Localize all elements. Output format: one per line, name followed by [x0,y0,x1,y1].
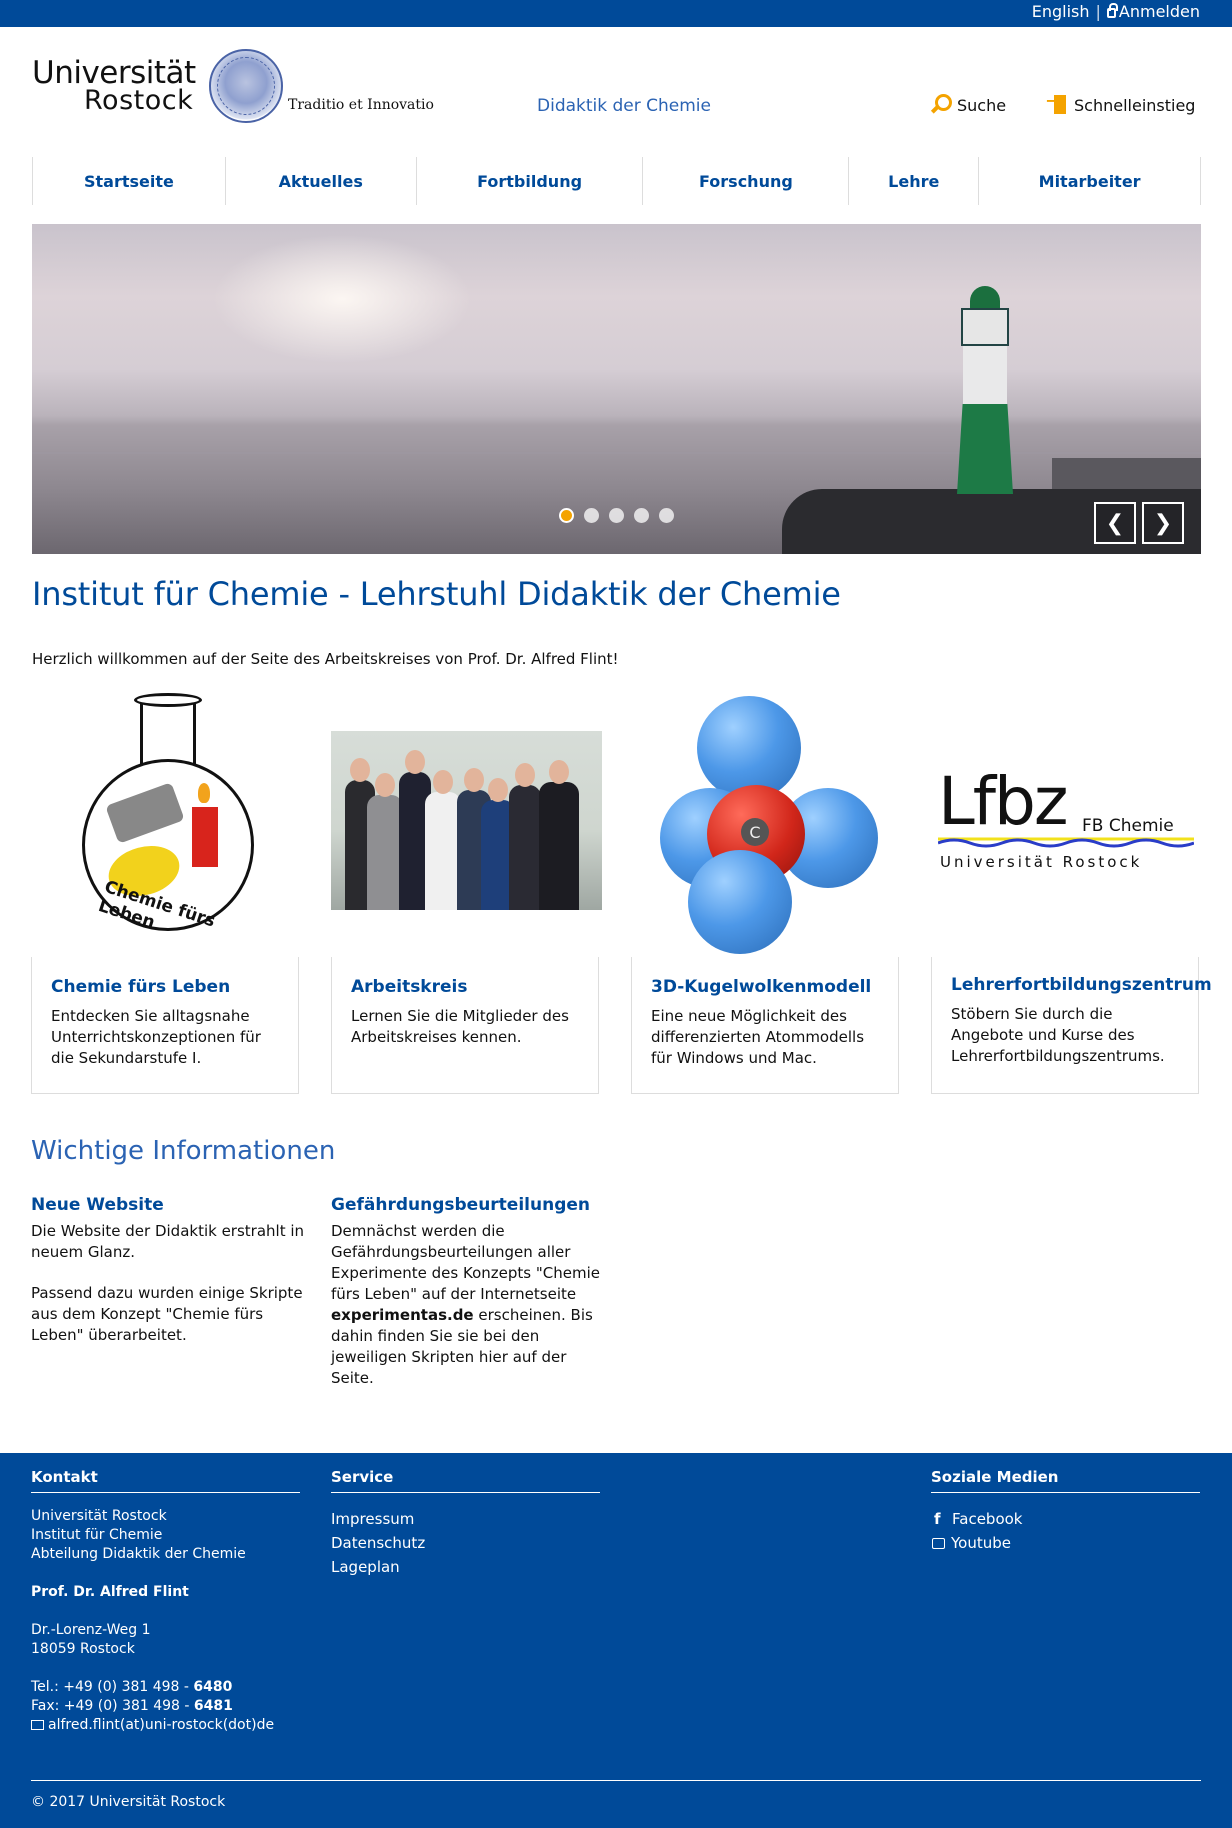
chemie-fuers-leben-logo[interactable] [80,697,260,937]
contact-city: 18059 Rostock [31,1641,135,1657]
teaser-card-kugelwolkenmodell[interactable] [631,957,899,1094]
teaser-card-chemie-fuers-leben[interactable] [31,957,299,1094]
welcome-text: Herzlich willkommen auf der Seite des Arbeitskreises von Prof. Dr. Alfred Flint! [32,650,619,668]
phone-prefix: Tel.: +49 (0) 381 498 - [31,1679,194,1695]
phone-extension: 6480 [193,1679,233,1695]
nav-item-aktuelles[interactable]: Aktuelles [226,157,417,205]
university-motto: Traditio et Innovatio [288,97,434,113]
language-link[interactable]: English [1031,2,1090,21]
info-paragraph: Die Website der Didaktik erstrahlt in neuem Glanz. [31,1222,305,1261]
info-heading: Gefährdungsbeurteilungen [331,1195,591,1215]
lfbz-logo-subtitle: FB Chemie [1082,816,1174,836]
footer [0,1453,1232,1828]
flask-logo-text: Chemie fürs Leben [95,876,218,933]
info-text: Demnächst werden die Gefährdungsbeurteilungen aller Experimente des Konzepts "Chemie fürs Leben" auf der Internetseite [331,1222,600,1303]
slider-dots [559,508,674,523]
footer-heading: Soziale Medien [931,1468,1200,1493]
slider-dot-2[interactable] [584,508,599,523]
contact-street: Dr.-Lorenz-Weg 1 [31,1622,151,1638]
main-navigation [32,157,1201,205]
chevron-left-icon: ❮ [1105,510,1125,536]
hero-slider[interactable] [32,224,1201,554]
nav-item-startseite[interactable]: Startseite [33,157,226,205]
info-paragraph [331,1221,606,1389]
footer-heading: Service [331,1468,600,1493]
teaser-card-lehrerfortbildungszentrum[interactable] [931,957,1212,1094]
info-heading: Neue Website [31,1195,164,1215]
sphere-cloud-model-image[interactable] [660,692,880,952]
logo-line-2: Rostock [84,85,194,116]
youtube-icon [932,1538,945,1549]
slider-horizon [32,452,1201,454]
nav-item-mitarbeiter[interactable]: Mitarbeiter [979,157,1201,205]
quick-access-icon [1046,94,1068,116]
contact-phone [31,1678,300,1697]
footer-divider [31,1780,1201,1781]
youtube-link[interactable] [931,1531,1200,1555]
site-name-link[interactable]: Didaktik der Chemie [537,96,711,116]
contact-person: Prof. Dr. Alfred Flint [31,1584,189,1600]
slider-dot-5[interactable] [659,508,674,523]
info-section-title: Wichtige Informationen [31,1136,336,1166]
contact-fax [31,1697,300,1716]
nav-item-forschung[interactable]: Forschung [643,157,849,205]
lfbz-logo[interactable] [938,763,1198,875]
footer-link-impressum[interactable]: Impressum [331,1510,415,1528]
teaser-title: 3D-Kugelwolkenmodell [651,977,872,997]
search-label: Suche [957,95,1007,115]
mail-icon [31,1720,44,1730]
contact-org: Universität Rostock [31,1508,167,1524]
lfbz-logo-university: Universität Rostock [940,853,1143,871]
footer-social [931,1468,1200,1555]
email-label: alfred.flint(at)uni-rostock(dot)de [48,1717,275,1733]
chevron-right-icon: ❯ [1153,510,1173,536]
teaser-text: Stöbern Sie durch die Angebote und Kurse des Lehrerfortbildungszentrums. [951,1005,1165,1065]
copyright: © 2017 Universität Rostock [31,1794,226,1810]
teaser-title: Lehrerfortbildungszentrum [951,975,1212,995]
slider-next-button[interactable] [1142,502,1184,544]
contact-department: Abteilung Didaktik der Chemie [31,1546,246,1562]
slider-dot-3[interactable] [609,508,624,523]
slider-sky [212,234,472,364]
search-icon [929,94,951,116]
logo-line-1: Universität [32,55,196,91]
footer-link-lageplan[interactable]: Lageplan [331,1558,400,1576]
contact-institute: Institut für Chemie [31,1527,163,1543]
slider-pier [782,489,1201,554]
footer-contact [31,1468,300,1735]
teaser-card-arbeitskreis[interactable] [331,957,599,1094]
university-logo[interactable] [32,55,196,116]
contact-email-link[interactable] [31,1716,300,1735]
facebook-icon: f [934,1510,941,1528]
university-seal-icon [209,49,283,123]
carbon-label: C [741,818,769,846]
facebook-label: Facebook [952,1510,1023,1528]
info-paragraph: Passend dazu wurden einige Skripte aus dem Konzept "Chemie fürs Leben" überarbeitet. [31,1284,303,1344]
slider-dot-1[interactable] [559,508,574,523]
footer-heading: Kontakt [31,1468,300,1493]
top-bar [0,0,1232,27]
lfbz-logo-text: Lfbz [938,763,1067,840]
quick-access-label: Schnelleinstieg [1074,95,1196,115]
nav-item-fortbildung[interactable]: Fortbildung [417,157,644,205]
fax-prefix: Fax: +49 (0) 381 498 - [31,1698,194,1714]
experimentas-link[interactable]: experimentas.de [331,1306,474,1324]
top-separator: | [1095,2,1101,21]
login-link[interactable] [1107,2,1200,21]
teaser-text: Lernen Sie die Mitglieder des Arbeitskreises kennen. [351,1007,569,1046]
footer-link-datenschutz[interactable]: Datenschutz [331,1534,426,1552]
login-label: Anmelden [1118,2,1200,21]
quick-access-button[interactable] [1046,94,1195,116]
facebook-link[interactable] [931,1507,1200,1531]
info-text: erscheinen. Bis dahin finden Sie sie bei den jeweiligen Skripten hier auf der Seite. [331,1306,593,1387]
page-title: Institut für Chemie - Lehrstuhl Didaktik der Chemie [32,575,841,613]
info-risk-assessments [331,1195,606,1409]
info-new-website [31,1195,306,1366]
fax-extension: 6481 [193,1698,233,1714]
teaser-text: Eine neue Möglichkeit des differenzierten Atommodells für Windows und Mac. [651,1007,865,1067]
lfbz-wave-icon [938,835,1194,849]
group-photo[interactable] [331,731,602,910]
lock-icon [1107,8,1116,18]
search-button[interactable] [929,94,1006,116]
teaser-title: Chemie fürs Leben [51,977,231,997]
slider-prev-button[interactable] [1094,502,1136,544]
teaser-title: Arbeitskreis [351,977,468,997]
nav-item-lehre[interactable]: Lehre [849,157,979,205]
teaser-text: Entdecken Sie alltagsnahe Unterrichtskonzeptionen für die Sekundarstufe I. [51,1007,261,1067]
footer-service [331,1468,600,1579]
youtube-label: Youtube [951,1534,1011,1552]
slider-dot-4[interactable] [634,508,649,523]
top-links [1032,2,1200,21]
